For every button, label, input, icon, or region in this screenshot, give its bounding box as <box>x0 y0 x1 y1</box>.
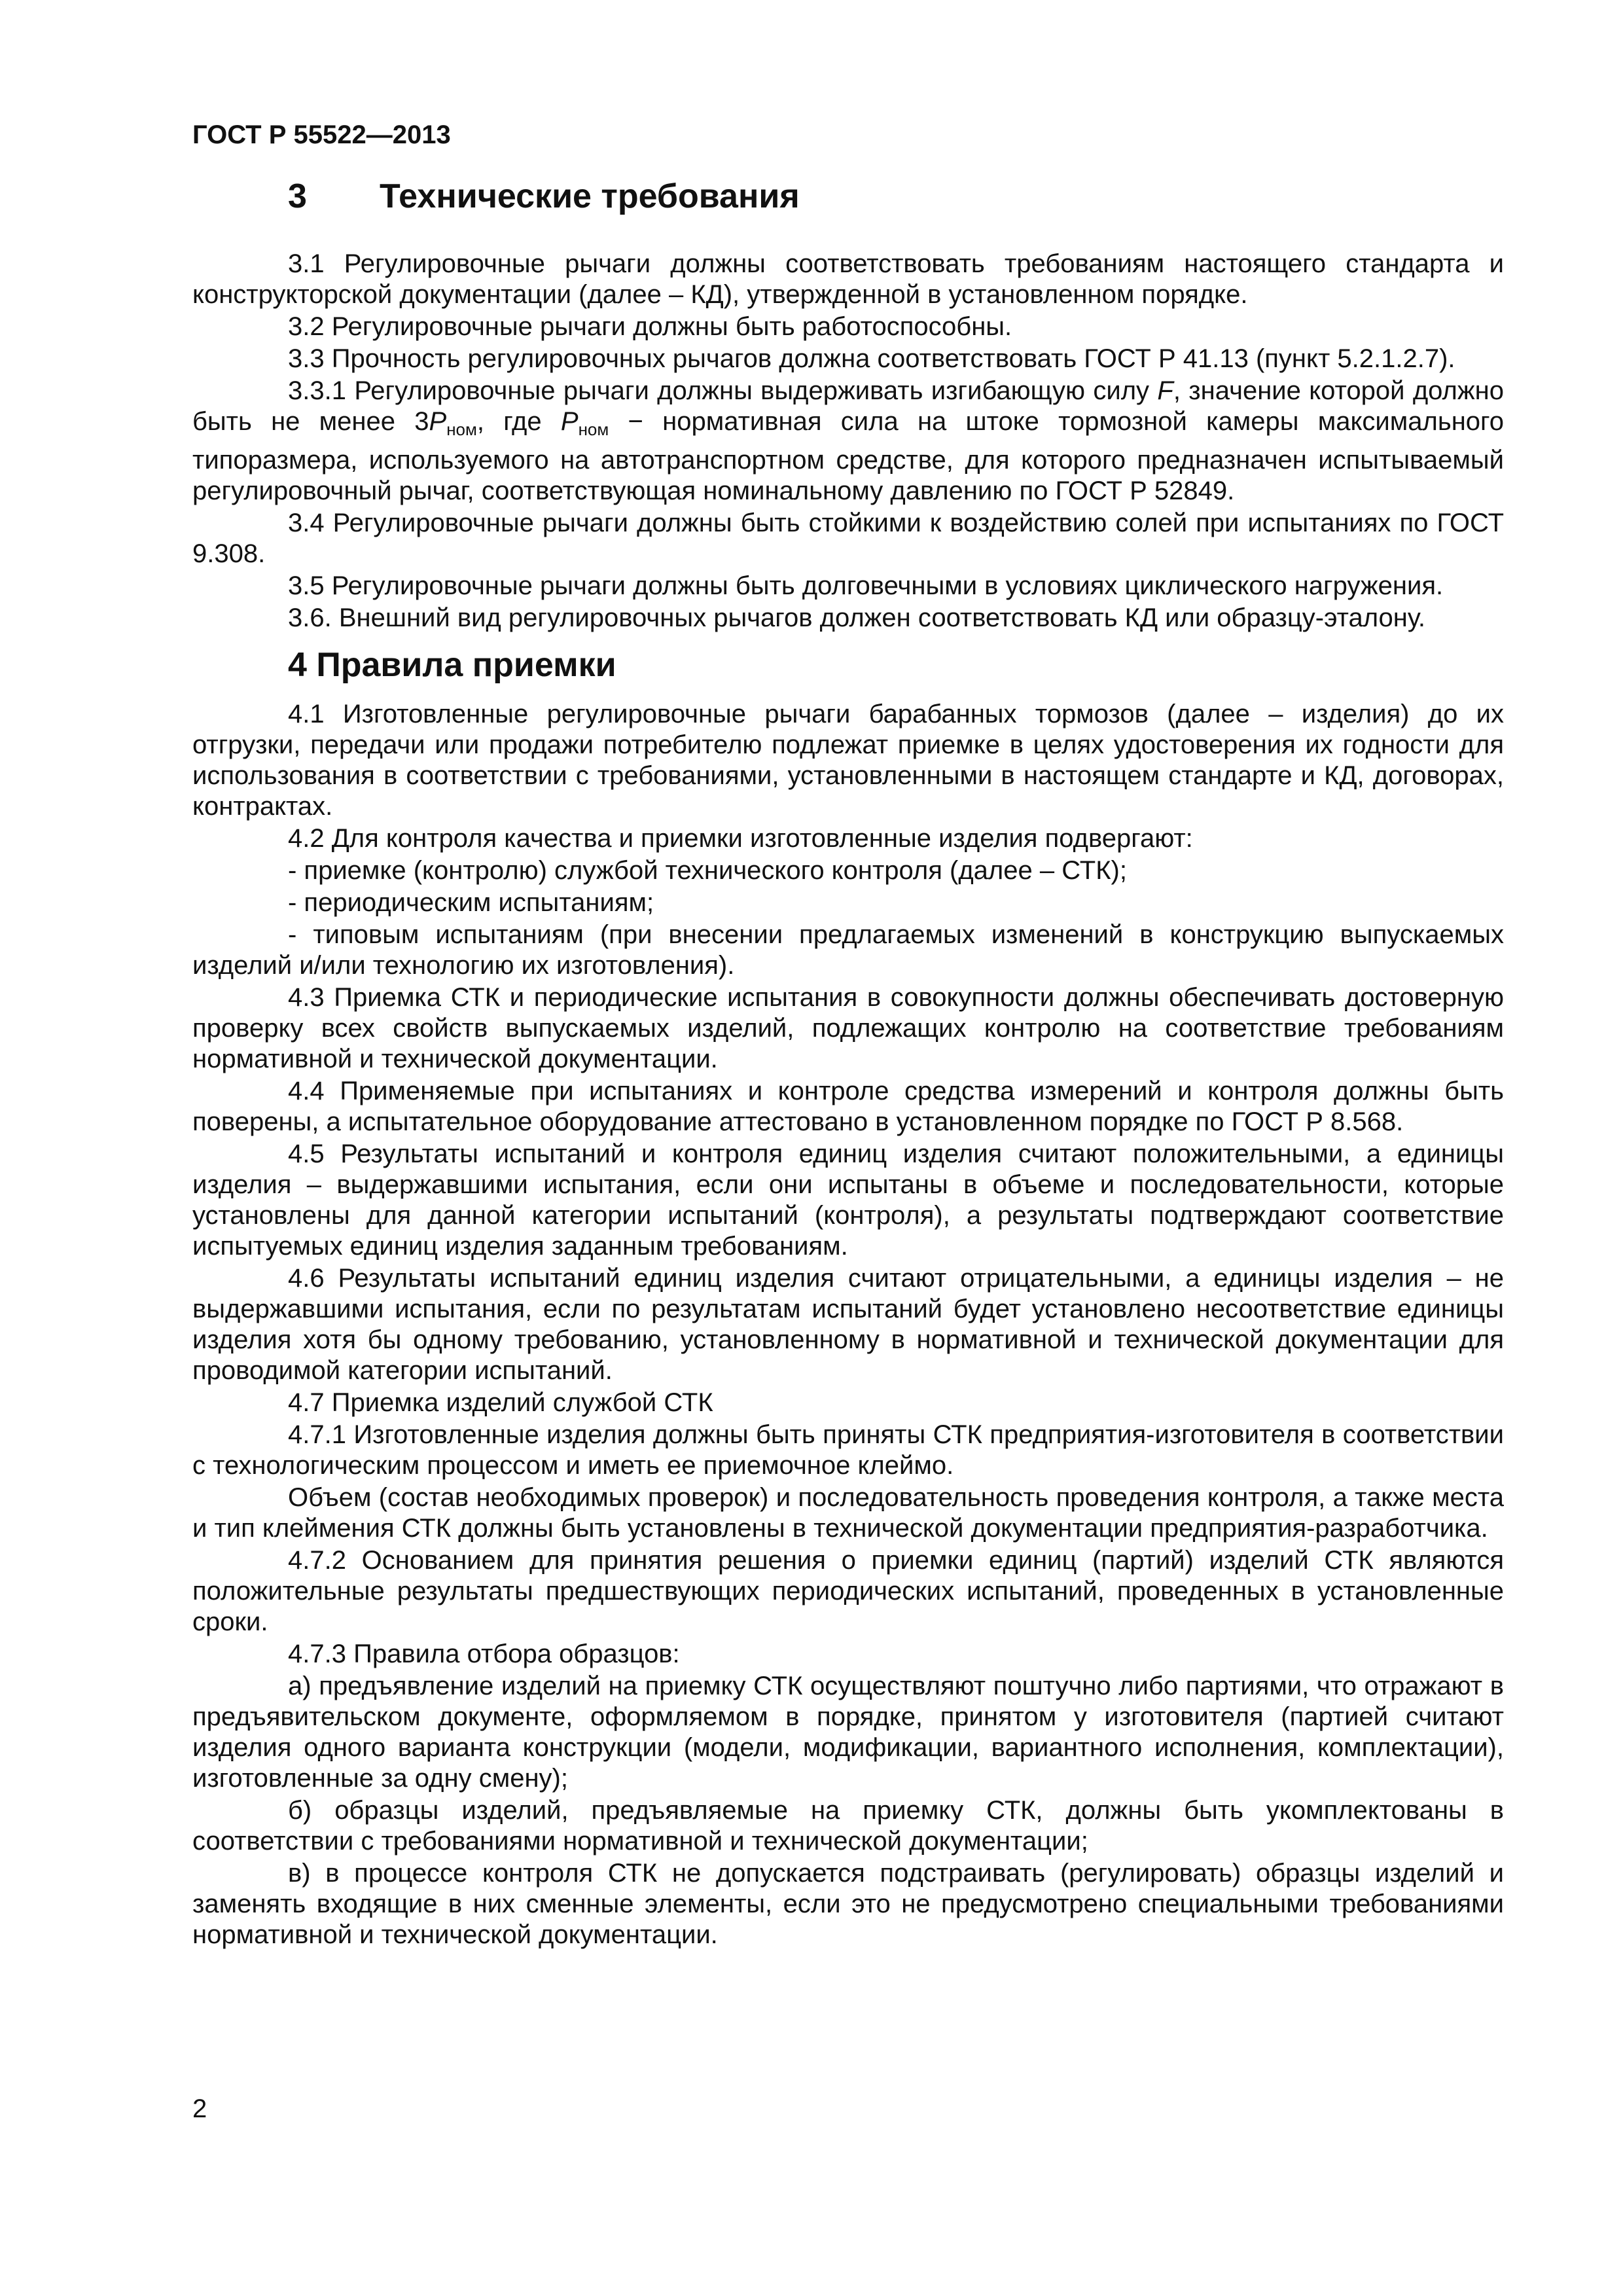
paragraph-3-5: 3.5 Регулировочные рычаги должны быть долговечными в условиях циклического нагружения. <box>288 571 1444 600</box>
paragraph-3-2: 3.2 Регулировочные рычаги должны быть работоспособны. <box>288 312 1012 341</box>
paragraph-4-7-1: 4.7.1 Изготовленные изделия должны быть приняты СТК предприятия-изготовителя в соответствии с технологическим процессом и иметь ее приемочное клеймо. <box>192 1420 1504 1480</box>
document-code: ГОСТ Р 55522—2013 <box>192 120 451 149</box>
paragraph-3-6: 3.6. Внешний вид регулировочных рычагов должен соответствовать КД или образцу-эталону. <box>288 603 1425 632</box>
list-item-4-2-c: - типовым испытаниям (при внесении предлагаемых изменений в конструкцию выпускаемых изделий и/или технологию их изготовления). <box>192 920 1504 980</box>
section-4-heading: 4 Правила приемки <box>288 646 616 684</box>
list-item-4-7-3-a: а) предъявление изделий на приемку СТК осуществляют поштучно либо партиями, что отражают в предъявительском документе, оформляемом в порядке, принятом у изготовителя (партией считают изделия одного варианта конструкции (модели, модификации, вариантного исполнения, комплектации), изготовленные за одну смену); <box>192 1672 1504 1793</box>
list-item-4-7-3-b: б) образцы изделий, предъявляемые на приемку СТК, должны быть укомплектованы в соответствии с требованиями нормативной и технической документации; <box>192 1796 1504 1856</box>
paragraph-3-1: 3.1 Регулировочные рычаги должны соответствовать требованиям настоящего стандарта и конструкторской документации (далее – КД), утвержденной в установленном порядке. <box>192 249 1504 309</box>
paragraph-3-4: 3.4 Регулировочные рычаги должны быть стойкими к воздействию солей при испытаниях по ГОСТ 9.308. <box>192 509 1504 568</box>
section-3-title: Технические требования <box>380 177 800 215</box>
force-symbol: F <box>1157 376 1173 405</box>
paragraph-4-7-2: 4.7.2 Основанием для принятия решения о приемки единиц (партий) изделий СТК являются положительные результаты предшествующих периодических испытаний, проведенных в установленные сроки. <box>192 1546 1504 1636</box>
list-item-4-2-b: - периодическим испытаниям; <box>288 888 654 917</box>
list-item-4-7-3-c: в) в процессе контроля СТК не допускается подстраивать (регулировать) образцы изделий и заменять входящие в них сменные элементы, если это не предусмотрено специальными требованиями нормативной и технической документации. <box>192 1859 1504 1949</box>
p-symbol: P <box>429 407 447 436</box>
section-3-number: 3 <box>288 177 307 215</box>
p-symbol-2: P <box>560 407 579 436</box>
paragraph-4-3: 4.3 Приемка СТК и периодические испытания в совокупности должны обеспечивать достоверную проверку всех свойств выпускаемых изделий, подлежащих контролю на соответствие требованиям нормативной и технической документации. <box>192 983 1504 1073</box>
nom-subscript: ном <box>446 420 477 439</box>
page-content <box>192 177 1504 1952</box>
paragraph-3-3-1-text-b: , значение которой должно быть не менее 3 <box>192 376 1504 436</box>
paragraph-4-4: 4.4 Применяемые при испытаниях и контроле средства измерений и контроля должны быть поверены, а испытательное оборудование аттестовано в установленном порядке по ГОСТ Р 8.568. <box>192 1077 1504 1136</box>
paragraph-4-1: 4.1 Изготовленные регулировочные рычаги барабанных тормозов (далее – изделия) до их отгрузки, передачи или продажи потребителю подлежат приемке в целях удостоверения их годности для использования в соответствии с требованиями, установленными в настоящем стандарте и КД, договорах, контрактах. <box>192 700 1504 821</box>
paragraph-4-2: 4.2 Для контроля качества и приемки изготовленные изделия подвергают: <box>288 824 1193 853</box>
paragraph-4-5: 4.5 Результаты испытаний и контроля единиц изделия считают положительными, а единицы изделия – выдержавшими испытания, если они испытаны в объеме и последовательности, которые установлены для данной категории испытаний (контроля), а результаты подтверждают соответствие испытуемых единиц изделия заданным требованиям. <box>192 1139 1504 1261</box>
paragraph-3-3: 3.3 Прочность регулировочных рычагов должна соответствовать ГОСТ Р 41.13 (пункт 5.2.1.2.7). <box>288 344 1455 373</box>
list-item-4-2-a: - приемке (контролю) службой технического контроля (далее – СТК); <box>288 856 1127 885</box>
nom-subscript-2: ном <box>578 420 609 439</box>
page-number: 2 <box>192 2094 207 2123</box>
paragraph-4-7: 4.7 Приемка изделий службой СТК <box>288 1388 713 1417</box>
paragraph-4-7-1-b: Объем (состав необходимых проверок) и последовательность проведения контроля, а также места и тип клеймения СТК должны быть установлены в технической документации предприятия-разработчика. <box>192 1483 1504 1543</box>
paragraph-3-3-1-text-a: 3.3.1 Регулировочные рычаги должны выдерживать изгибающую силу <box>288 376 1158 405</box>
paragraph-3-3-1-text-d: − нормативная сила на штоке тормозной камеры максимального типоразмера, используемого на автотранспортном средстве, для которого предназначен испытываемый регулировочный рычаг, соответствующая номинальному давлению по ГОСТ Р 52849. <box>192 407 1504 505</box>
paragraph-4-7-3: 4.7.3 Правила отбора образцов: <box>288 1640 680 1668</box>
section-3-heading <box>192 177 1504 216</box>
paragraph-3-3-1-text-c: , где <box>476 407 561 436</box>
paragraph-3-3-1 <box>192 376 1504 507</box>
paragraph-4-6: 4.6 Результаты испытаний единиц изделия считают отрицательными, а единицы изделия – не выдержавшими испытания, если по результатам испытаний будет установлено несоответствие единицы изделия хотя бы одному требованию, установленному в нормативной и технической документации для проводимой категории испытаний. <box>192 1264 1504 1385</box>
